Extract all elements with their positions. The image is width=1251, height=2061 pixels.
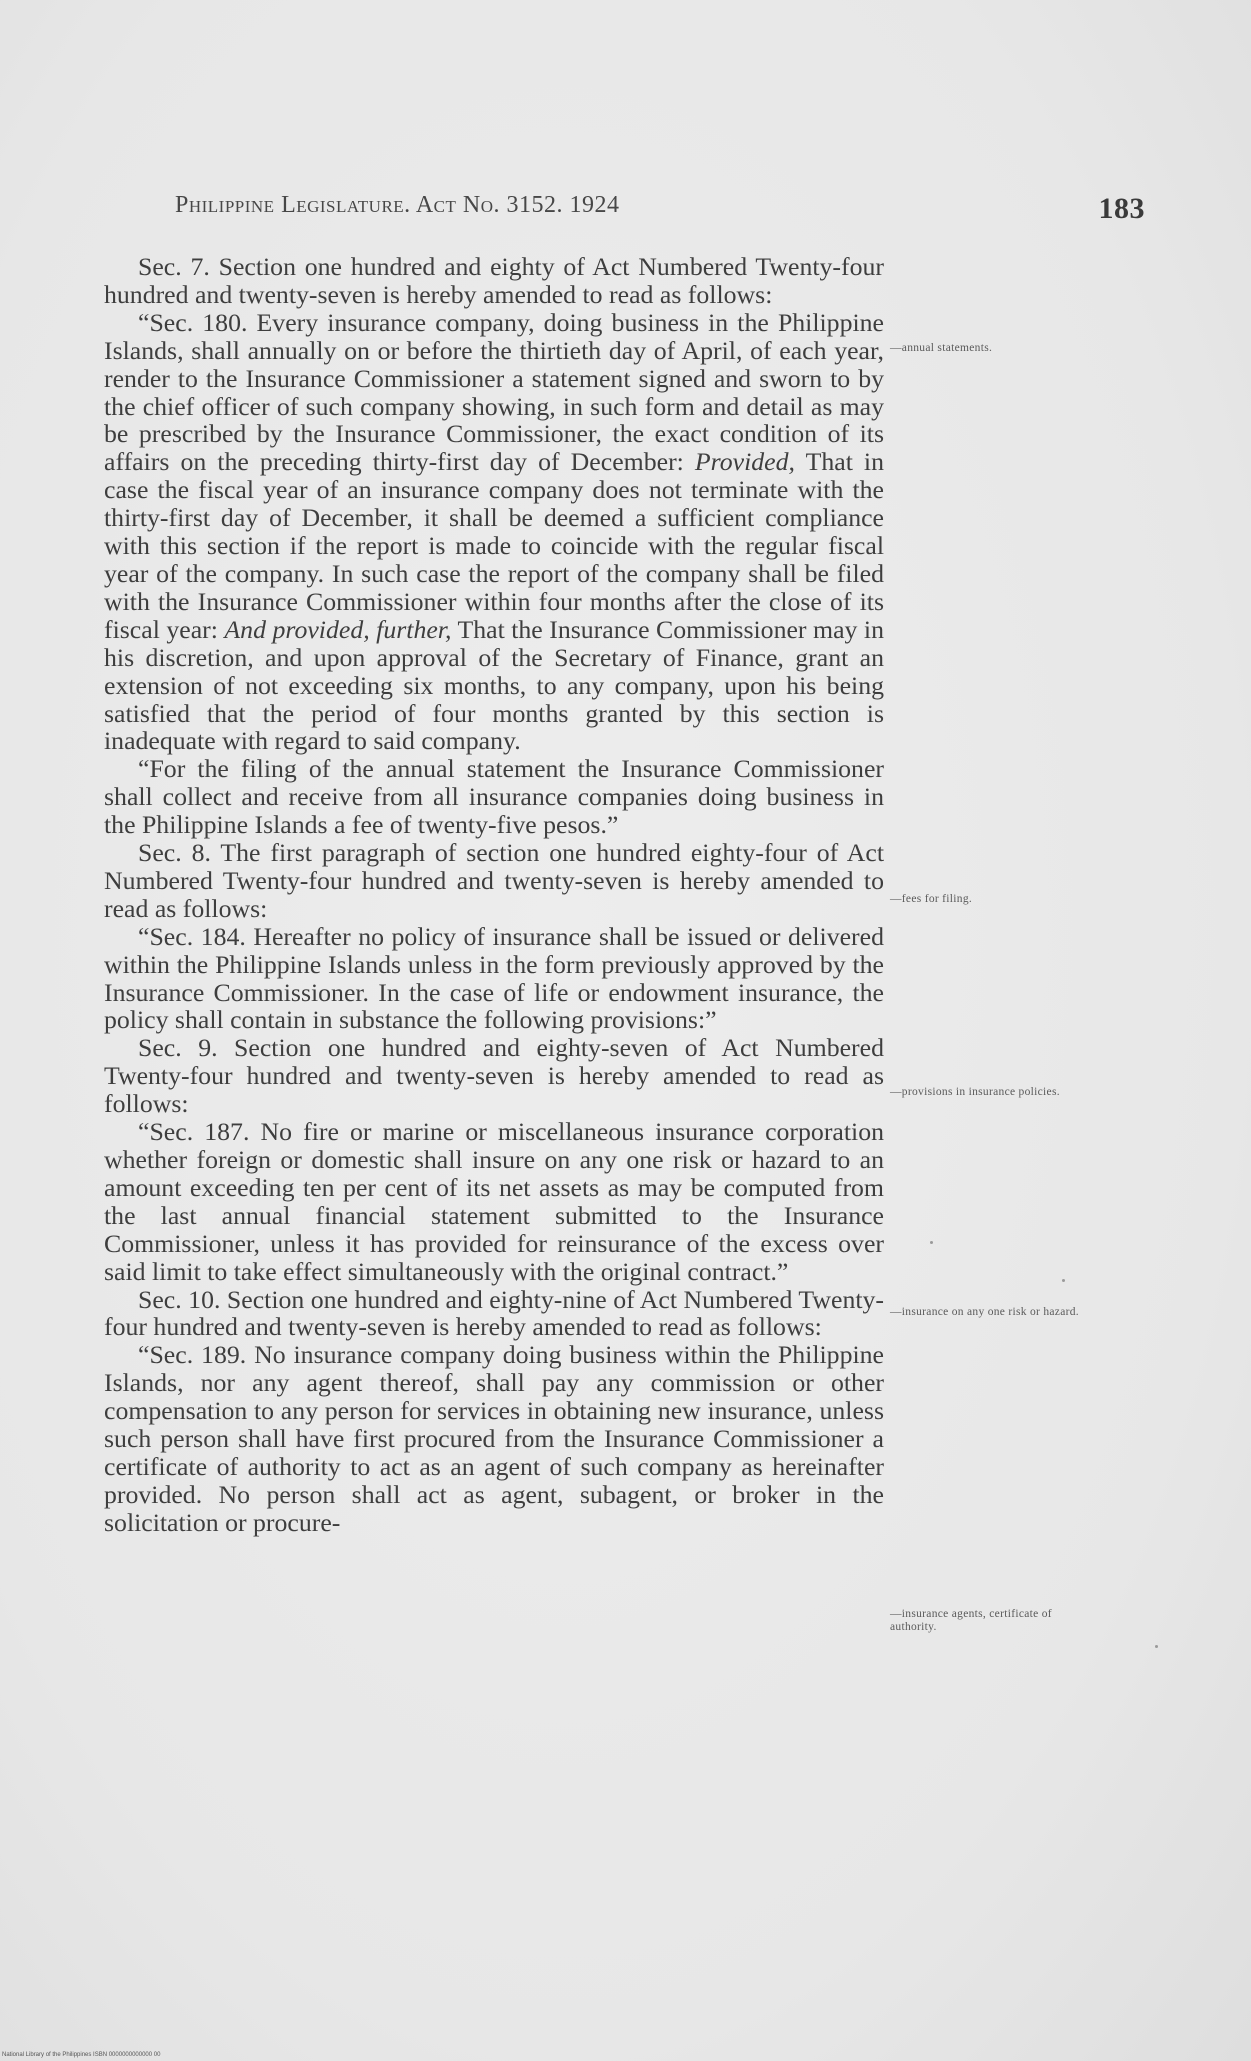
paragraph-filing-fee: “For the filing of the annual statement the Insurance Commissioner shall collect and receive from all insurance companies doing business in the Philippine Islands a fee of twenty-five pesos.” — [104, 754, 884, 840]
margin-note-agents: —insurance agents, certificate of authority. — [890, 1608, 1052, 1633]
speck — [1155, 1645, 1158, 1648]
proviso-2: And provided, further, — [224, 614, 452, 644]
paragraph-sec-7: Sec. 7. Section one hundred and eighty of Act Numbered Twenty-four hundred and twenty-seven is hereby amended to read as follows: — [104, 252, 884, 309]
paragraph-sec-9: Sec. 9. Section one hundred and eighty-seven of Act Numbered Twenty-four hundred and twenty-seven is hereby amended to read as follows: — [104, 1033, 884, 1119]
running-title: Philippine Legislature. Act No. 3152. 1924 — [175, 192, 620, 218]
margin-note-provisions: —provisions in insurance policies. — [890, 1086, 1060, 1098]
proviso-1: Provided, — [694, 447, 795, 477]
sec-180-text: “Sec. 180. Every insurance company, doing business in the Philippine Islands, shall annually on or before the thirtieth day of April, of each year, render to the Insurance Commissioner a statement signed and sworn to by the chief officer of such company showing, in such form and detail as may be prescribed by the Insurance Commissioner, the exact condition of its affairs on the preceding thirty-first day of December: — [104, 307, 884, 477]
paragraph-sec-189: “Sec. 189. No insurance company doing business within the Philippine Islands, nor any agent thereof, shall pay any commission or other compensation to any person for services in obtaining new insurance, unless such person shall have first procured from the Insurance Commissioner a certificate of authority to act as an agent of such company as hereinafter provided. No person shall act as agent, subagent, or broker in the solicitation or procure- — [104, 1340, 884, 1537]
margin-note-annual-statements: —annual statements. — [890, 342, 993, 354]
body-text — [104, 253, 884, 1537]
paragraph-sec-180 — [104, 309, 884, 756]
margin-notes — [890, 0, 1100, 2061]
sec-180-proviso-further-text: That the Insurance Commissioner may in his discretion, and upon approval of the Secretary of Finance, grant an extension of not exceeding six months, to any company, upon his being satisfied that the period of four months granted by this section is inadequate with regard to said company. — [104, 614, 884, 756]
margin-note-one-risk: —insurance on any one risk or hazard. — [890, 1306, 1079, 1318]
speck — [930, 1241, 933, 1244]
speck — [1062, 1279, 1065, 1282]
paragraph-sec-184: “Sec. 184. Hereafter no policy of insurance shall be issued or delivered within the Philippine Islands unless in the form previously approved by the Insurance Commissioner. In the case of life or endowment insurance, the policy shall contain in substance the following provisions:” — [104, 921, 884, 1035]
paragraph-sec-187: “Sec. 187. No fire or marine or miscellaneous insurance corporation whether foreign or domestic shall insure on any one risk or hazard to an amount exceeding ten per cent of its net assets as may be computed from the last annual financial statement submitted to the Insurance Commissioner, unless it has provided for reinsurance of the excess over said limit to take effect simultaneously with the original contract.” — [104, 1117, 884, 1286]
paragraph-sec-10: Sec. 10. Section one hundred and eighty-nine of Act Numbered Twenty-four hundred and twenty-seven is hereby amended to read as follows: — [104, 1284, 884, 1342]
margin-note-fees-for-filing: —fees for filing. — [890, 893, 973, 905]
sec-180-proviso-text: That in case the fiscal year of an insurance company does not terminate with the thirty-first day of December, it shall be deemed a sufficient compliance with this section if the report is made to coincide with the regular fiscal year of the company. In such case the report of the company shall be filed with the Insurance Commissioner within four months after the close of its fiscal year: — [104, 447, 885, 644]
footer-scan-text: National Library of the Philippines ISBN 0000000000000 00 — [2, 2052, 161, 2058]
paragraph-sec-8: Sec. 8. The first paragraph of section one hundred eighty-four of Act Numbered Twenty-four hundred and twenty-seven is hereby amended to read as follows: — [104, 838, 884, 923]
page-number: 183 — [1098, 192, 1145, 225]
